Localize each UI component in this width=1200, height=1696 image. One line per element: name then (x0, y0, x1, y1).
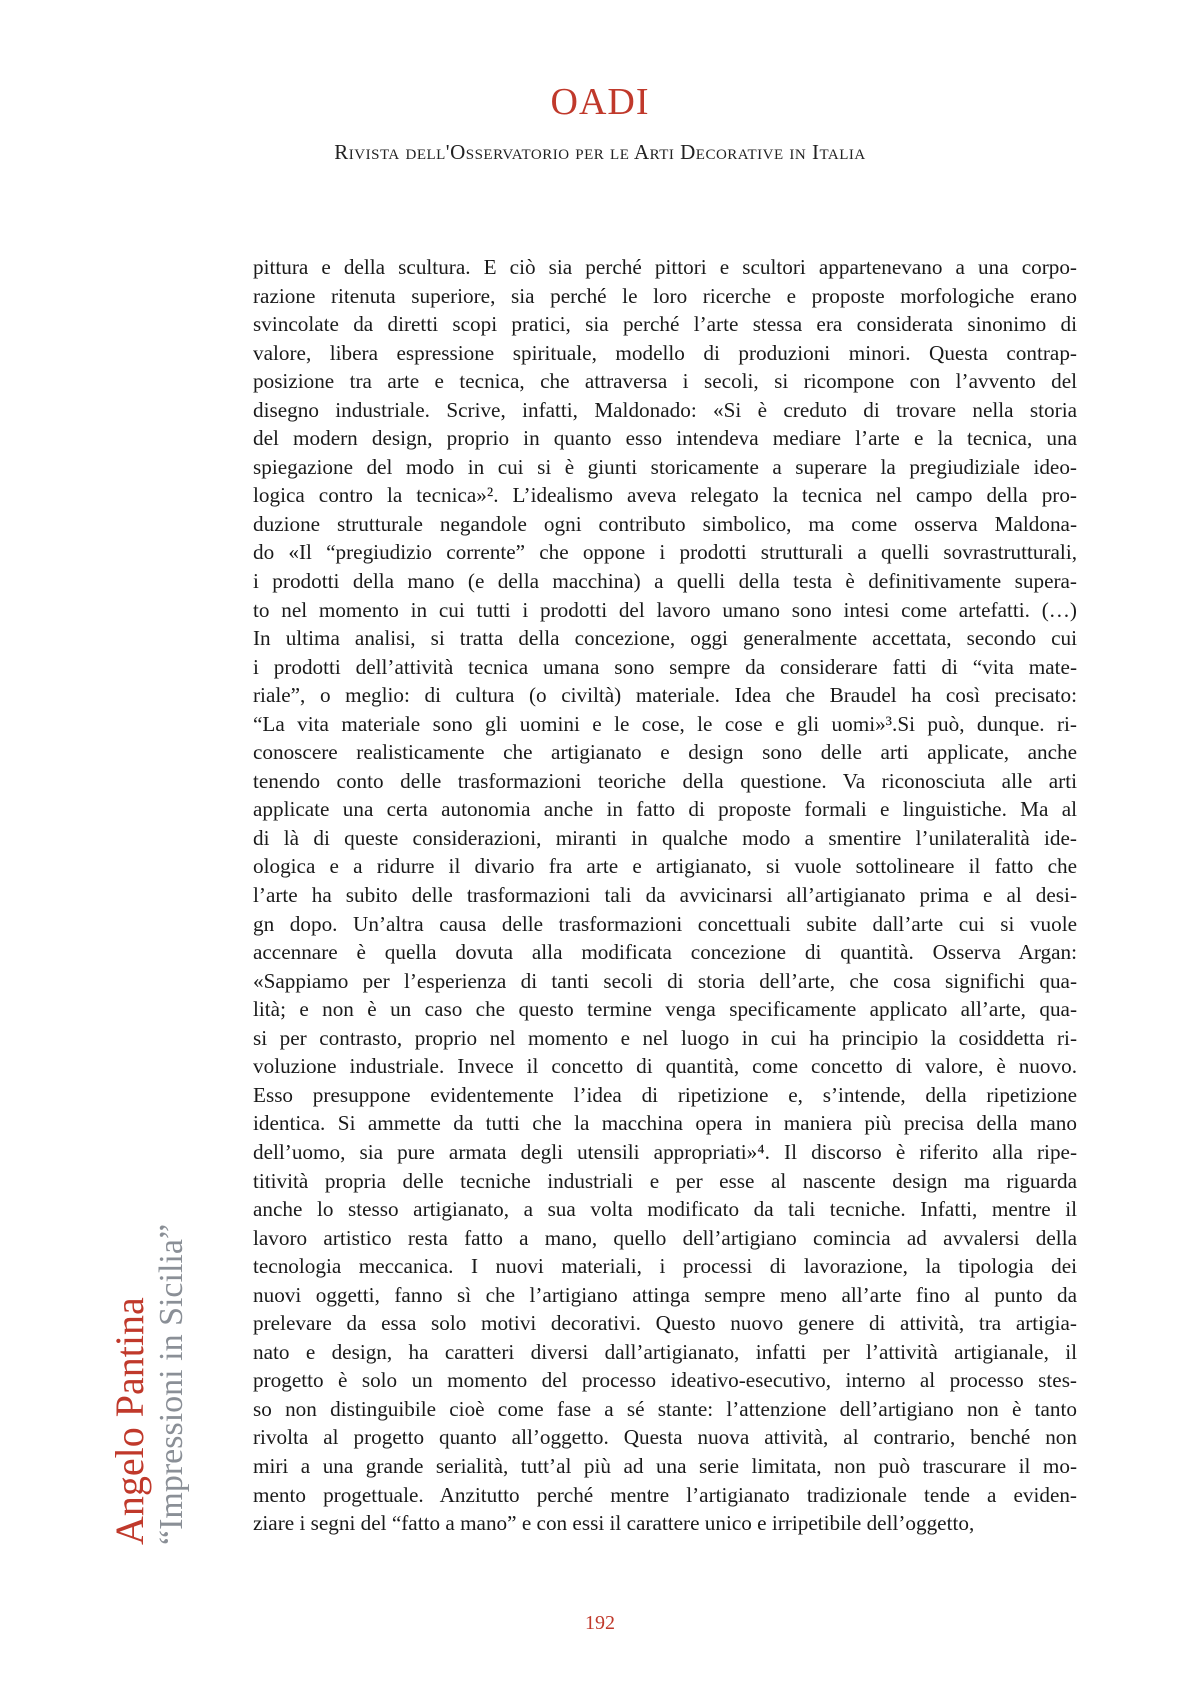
text-line: ziare i segni del “fatto a mano” e con essi il carattere unico e irripetibile dell’oggetto, (253, 1511, 975, 1536)
text-line: pittura e della scultura. E ciò sia perché pittori e scultori appartenevano a una corpo- (253, 255, 1077, 279)
text-line: nuovi oggetti, fanno sì che l’artigiano attinga sempre meno all’arte fino al punto da (253, 1282, 1077, 1307)
text-line: identica. Si ammette da tutti che la macchina opera in maniera più precisa della mano (253, 1111, 1077, 1136)
text-line: ologica e a ridurre il divario fra arte e artigianato, si vuole sottolineare il fatto che (253, 854, 1077, 879)
text-line: posizione tra arte e tecnica, che attraversa i secoli, si ricompone con l’avvento del (253, 369, 1077, 394)
page-number: 192 (585, 1612, 615, 1634)
text-line: spiegazione del modo in cui si è giunti storicamente a superare la pregiudiziale ideo- (253, 454, 1077, 479)
text-line: miri a una grande serialità, tutt’al più ad una serie limitata, non può trascurare il mo- (253, 1453, 1077, 1478)
text-line: riale”, o meglio: di cultura (o civiltà) materiale. Idea che Braudel ha così precisato: (253, 683, 1077, 708)
text-line: disegno industriale. Scrive, infatti, Maldonado: «Si è creduto di trovare nella storia (253, 397, 1077, 422)
text-line: «Sappiamo per l’esperienza di tanti secoli di storia dell’arte, che cosa significhi qua- (253, 968, 1077, 993)
text-line: titività propria delle tecniche industriali e per esse al nascente design ma riguarda (253, 1168, 1077, 1193)
text-line: do «Il “pregiudizio corrente” che oppone i prodotti strutturali a quelli sovrastrutturali, (253, 540, 1077, 565)
body-text (253, 253, 1077, 1538)
text-line: In ultima analisi, si tratta della concezione, oggi generalmente accettata, secondo cui (253, 626, 1077, 651)
text-line: di là di queste considerazioni, miranti in qualche modo a smentire l’unilateralità ide- (253, 825, 1077, 850)
sidebar-vertical-label (108, 1224, 192, 1545)
text-line: to nel momento in cui tutti i prodotti del lavoro umano sono intesi come artefatti. (…) (253, 597, 1077, 622)
text-line: so non distinguibile cioè come fase a sé stante: l’attenzione dell’artigiano non è tanto (253, 1396, 1077, 1421)
text-line: lità; e non è un caso che questo termine venga specificamente applicato all’arte, qua- (253, 997, 1077, 1022)
text-line: Esso presuppone evidentemente l’idea di ripetizione e, s’intende, della ripetizione (253, 1082, 1077, 1107)
text-line: voluzione industriale. Invece il concetto di quantità, come concetto di valore, è nuovo. (253, 1054, 1077, 1079)
text-line: logica contro la tecnica»². L’idealismo aveva relegato la tecnica nel campo della pro- (253, 483, 1077, 508)
text-line: i prodotti dell’attività tecnica umana sono sempre da considerare fatti di “vita mate- (253, 654, 1077, 679)
author-name: Angelo Pantina (107, 1297, 152, 1545)
text-line: valore, libera espressione spirituale, modello di produzioni minori. Questa contrap- (253, 340, 1077, 365)
text-line: razione ritenuta superiore, sia perché le loro ricerche e proposte morfologiche erano (253, 283, 1077, 308)
text-line: “La vita materiale sono gli uomini e le cose, le cose e gli uomi»³.Si può, dunque. ri- (253, 711, 1077, 736)
text-line: conoscere realisticamente che artigianato e design sono delle arti applicate, anche (253, 740, 1077, 765)
text-line: dell’uomo, sia pure armata degli utensili appropriati»⁴. Il discorso è riferito alla ripe- (253, 1139, 1077, 1164)
article-title: “Impressioni in Sicilia” (153, 1223, 190, 1545)
text-line: prelevare da essa solo motivi decorativi. Questo nuovo genere di attività, tra artigia- (253, 1311, 1077, 1336)
text-line: del modern design, proprio in quanto esso intendeva mediare l’arte e la tecnica, una (253, 426, 1077, 451)
journal-title: OADI (550, 81, 650, 123)
text-line: tenendo conto delle trasformazioni teoriche della questione. Va riconosciuta alle arti (253, 768, 1077, 793)
text-line: nato e design, ha caratteri diversi dall’artigianato, infatti per l’attività artigianale, il (253, 1339, 1077, 1364)
text-line: applicate una certa autonomia anche in fatto di proposte formali e linguistiche. Ma al (253, 797, 1077, 822)
text-line: progetto è solo un momento del processo ideativo-esecutivo, interno al processo stes- (253, 1368, 1077, 1393)
text-line: rivolta al progetto quanto all’oggetto. Questa nuova attività, al contrario, benché non (253, 1425, 1077, 1450)
journal-subtitle: Rivista dell'Osservatorio per le Arti Decorative in Italia (334, 140, 866, 164)
text-line: gn dopo. Un’altra causa delle trasformazioni concettuali subite dall’arte cui si vuole (253, 911, 1077, 936)
text-line: mento progettuale. Anzitutto perché mentre l’artigianato tradizionale tende a eviden- (253, 1482, 1077, 1507)
text-line: si per contrasto, proprio nel momento e nel luogo in cui ha principio la cosiddetta ri- (253, 1025, 1077, 1050)
text-line: duzione strutturale negandole ogni contributo simbolico, ma come osserva Maldona- (253, 511, 1077, 536)
text-line: svincolate da diretti scopi pratici, sia perché l’arte stessa era considerata sinonimo di (253, 312, 1077, 337)
text-line: i prodotti della mano (e della macchina) a quelli della testa è definitivamente supera- (253, 569, 1077, 594)
text-line: tecnologia meccanica. I nuovi materiali, i processi di lavorazione, la tipologia dei (253, 1254, 1077, 1279)
text-line: accennare è quella dovuta alla modificata concezione di quantità. Osserva Argan: (253, 940, 1077, 965)
text-line: l’arte ha subito delle trasformazioni tali da avvicinarsi all’artigianato prima e al desi- (253, 883, 1077, 908)
text-line: lavoro artistico resta fatto a mano, quello dell’artigiano comincia ad avvalersi della (253, 1225, 1077, 1250)
text-line: anche lo stesso artigianato, a sua volta modificato da tali tecniche. Infatti, mentre il (253, 1197, 1077, 1222)
